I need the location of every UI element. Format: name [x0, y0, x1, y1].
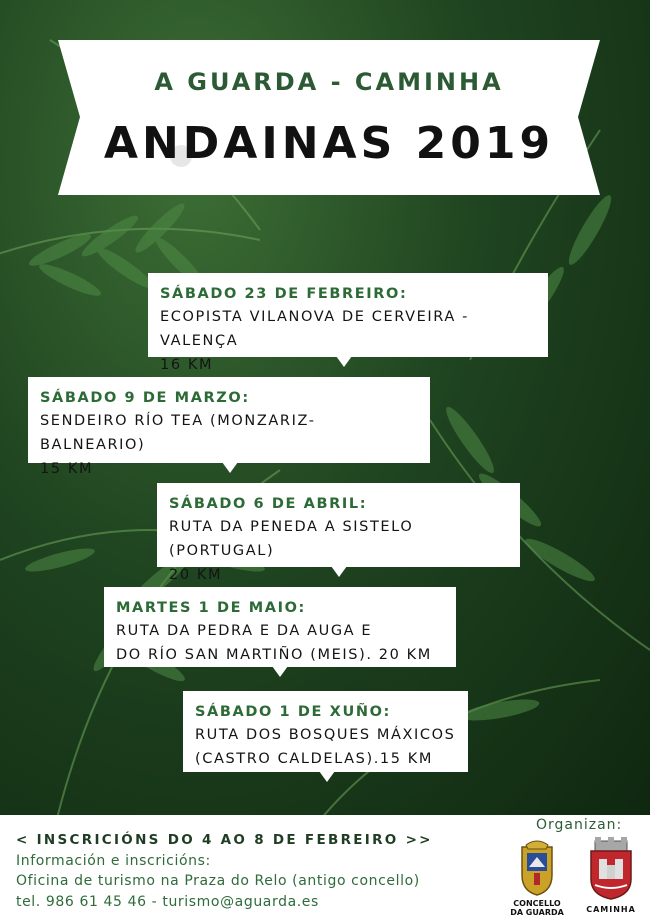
event-date: SÁBADO 1 DE XUÑO: — [195, 704, 391, 720]
contact-info: tel. 986 61 45 46 - turismo@aguarda.es — [16, 894, 319, 910]
event-distance: (CASTRO CALDELAS).15 KM — [195, 751, 433, 767]
event-card — [157, 483, 520, 583]
registration-dates: < INSCRICIÓNS DO 4 AO 8 DE FEBREIRO >> — [16, 832, 433, 848]
concello-da-guarda-logo — [512, 837, 562, 899]
event-route: RUTA DA PEDRA E DA AUGA E — [116, 623, 373, 639]
event-card — [28, 377, 430, 477]
event-distance: 20 KM — [169, 567, 223, 583]
event-route: RUTA DOS BOSQUES MÁXICOS — [195, 727, 456, 743]
callout-pointer — [331, 566, 347, 577]
banner-subtitle: A GUARDA - CAMINHA — [154, 68, 504, 96]
event-date: SÁBADO 23 DE FEBREIRO: — [160, 286, 408, 302]
banner-title: ANDAINAS 2019 — [103, 118, 555, 169]
callout-pointer — [222, 462, 238, 473]
callout-pointer — [336, 356, 352, 367]
event-distance: 15 KM — [40, 461, 94, 477]
event-date: SÁBADO 6 DE ABRIL: — [169, 496, 368, 512]
event-card — [104, 587, 456, 667]
caminha-label: CAMINHA — [586, 905, 636, 914]
event-card — [183, 691, 468, 772]
event-route: SENDEIRO RÍO TEA (MONZARIZ-BALNEARIO) — [40, 413, 316, 453]
event-date: SÁBADO 9 DE MARZO: — [40, 390, 250, 406]
event-date: MARTES 1 DE MAIO: — [116, 600, 306, 616]
organizers-label: Organizan: — [536, 817, 623, 833]
event-distance: 16 KM — [160, 357, 214, 373]
title-banner — [58, 40, 600, 195]
caminha-logo — [583, 835, 639, 901]
tourism-office: Oficina de turismo na Praza do Relo (antigo concello) — [16, 873, 420, 889]
event-route: ECOPISTA VILANOVA DE CERVEIRA - VALENÇA — [160, 309, 469, 349]
footer — [0, 815, 650, 920]
callout-pointer — [272, 666, 288, 677]
event-card — [148, 273, 548, 373]
concello-da-guarda-label: CONCELLO DA GUARDA — [510, 899, 564, 917]
info-label: Información e inscricións: — [16, 853, 211, 869]
event-distance: DO RÍO SAN MARTIÑO (MEIS). 20 KM — [116, 647, 432, 663]
event-route: RUTA DA PENEDA A SISTELO (PORTUGAL) — [169, 519, 414, 559]
callout-pointer — [319, 771, 335, 782]
